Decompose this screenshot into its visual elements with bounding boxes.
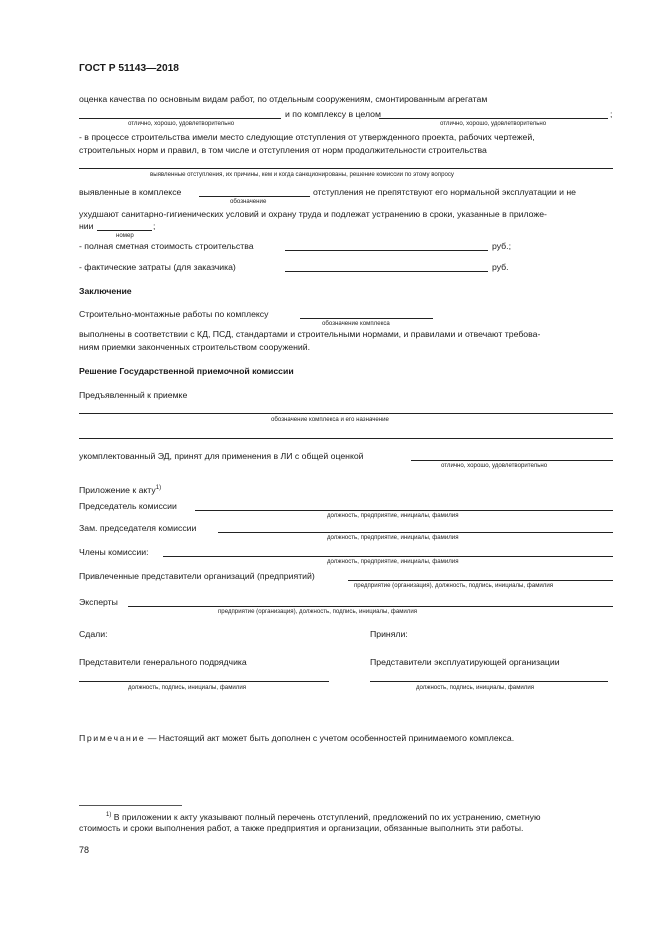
complex-overall-text: и по комплексу в целом [285,109,381,119]
deputy-line [218,532,613,533]
overall-grade-line [411,460,613,461]
works-text: Строительно-монтажные работы по комплексу [79,309,269,319]
signature-caption: должность, подпись, инициалы, фамилия [128,684,247,691]
decision-heading: Решение Государственной приемочной комиссии [79,366,294,376]
experts-label: Эксперты [79,597,118,607]
actual-cost-line [285,271,488,272]
estimated-cost-unit: руб.; [492,241,511,251]
appendix-text: Приложение к акту [79,485,156,495]
signature-caption: должность, подпись, инициалы, фамилия [416,684,535,691]
footnote-line1 [106,809,541,823]
members-line [163,556,613,557]
deviations-text-line1: - в процессе строительства имели место следующие отступления от утвержденного проекта, рабочих чертежей, [79,132,535,142]
operator-label: Представители эксплуатирующей организации [370,657,560,667]
actual-cost-label: - фактические затраты (для заказчика) [79,262,236,272]
person-caption: должность, предприятие, инициалы, фамилия [327,512,459,519]
footnote-line2: стоимость и сроки выполнения работ, а также предприятия и организации, обязанные выполнить эти работы. [79,823,524,833]
invited-caption: предприятие (организация), должность, подпись, инициалы, фамилия [354,582,554,589]
compliance-text-line2: ниям приемки законченных строительством сооружений. [79,342,311,352]
contractor-label: Представители генерального подрядчика [79,657,247,667]
semicolon: ; [610,109,613,119]
designation-line [199,196,310,197]
appendix-text: нии [79,221,94,231]
complex-caption: обозначение комплекса [322,320,390,327]
grade-by-works-line [79,118,281,119]
chairman-label: Председатель комиссии [79,501,177,511]
footnote-ref: 1) [155,485,162,491]
complex-purpose-line-2 [79,438,613,439]
designation-caption: обозначение [230,198,267,205]
handed-label: Сдали: [79,629,108,639]
deviations-line [79,168,613,169]
revealed-text: выявленные в комплексе [79,187,182,197]
footnote-marker: 1) [106,812,112,818]
deviations-text-line2: строительных норм и правил, в том числе и отступления от норм продолжительности строительства [79,145,487,155]
number-line [97,230,152,231]
person-caption: должность, предприятие, инициалы, фамилия [327,534,459,541]
standard-header: ГОСТ Р 51143—2018 [79,63,179,74]
compliance-text-line1: выполнены в соответствии с КД, ПСД, стандартами и строительными нормами, и правилами и отвечают требова- [79,329,541,339]
grade-overall-line [379,118,608,119]
number-caption: номер [116,232,134,239]
note-text: — Настоящий акт может быть дополнен с учетом особенностей принимаемого комплекса. [145,733,515,743]
invited-line [348,580,613,581]
semicolon: ; [153,221,156,231]
complex-purpose-caption: обозначение комплекса и его назначение [271,416,389,423]
page-number: 78 [79,845,90,855]
experts-line [128,606,613,607]
actual-cost-unit: руб. [492,262,509,272]
deputy-label: Зам. председателя комиссии [79,523,197,533]
complex-designation-line [300,318,433,319]
grade-caption: отлично, хорошо, удовлетворительно [128,120,235,127]
experts-caption: предприятие (организация), должность, подпись, инициалы, фамилия [218,608,418,615]
footnote-divider [79,805,182,806]
members-label: Члены комиссии: [79,547,149,557]
contractor-signature-line [79,681,329,682]
revealed-text-rest: отступления не препятствуют его нормальной эксплуатации и не [313,187,577,197]
deviations-caption: выявленные отступления, их причины, кем и когда санкционированы, решение комиссии по этому вопросу [150,171,454,178]
note [79,732,514,744]
estimated-cost-label: - полная сметная стоимость строительства [79,241,254,251]
person-caption: должность, предприятие, инициалы, фамилия [327,558,459,565]
grade-caption: отлично, хорошо, удовлетворительно [441,462,548,469]
chairman-line [195,510,613,511]
presented-label: Предъявленный к приемке [79,390,188,400]
note-label: Примечание [79,733,146,743]
equipped-text: укомплектованный ЭД, принят для применения в ЛИ с общей оценкой [79,451,364,461]
footnote-text: В приложении к акту указывают полный перечень отступлений, предложений по их устранению, сметную [111,812,541,822]
estimated-cost-line [285,250,488,251]
hygiene-text: ухудшают санитарно-гигиенических условий и охрану труда и подлежат устранению в сроки, указанные в приложе- [79,209,547,219]
conclusion-heading: Заключение [79,286,132,296]
accepted-label: Приняли: [370,629,408,639]
grade-caption: отлично, хорошо, удовлетворительно [440,120,547,127]
operator-signature-line [370,681,608,682]
invited-label: Привлеченные представители организаций (предприятий) [79,571,315,581]
appendix-label [79,482,161,496]
complex-purpose-line [79,413,613,414]
quality-assessment-text: оценка качества по основным видам работ, по отдельным сооружениям, смонтированным агрегатам [79,94,488,104]
